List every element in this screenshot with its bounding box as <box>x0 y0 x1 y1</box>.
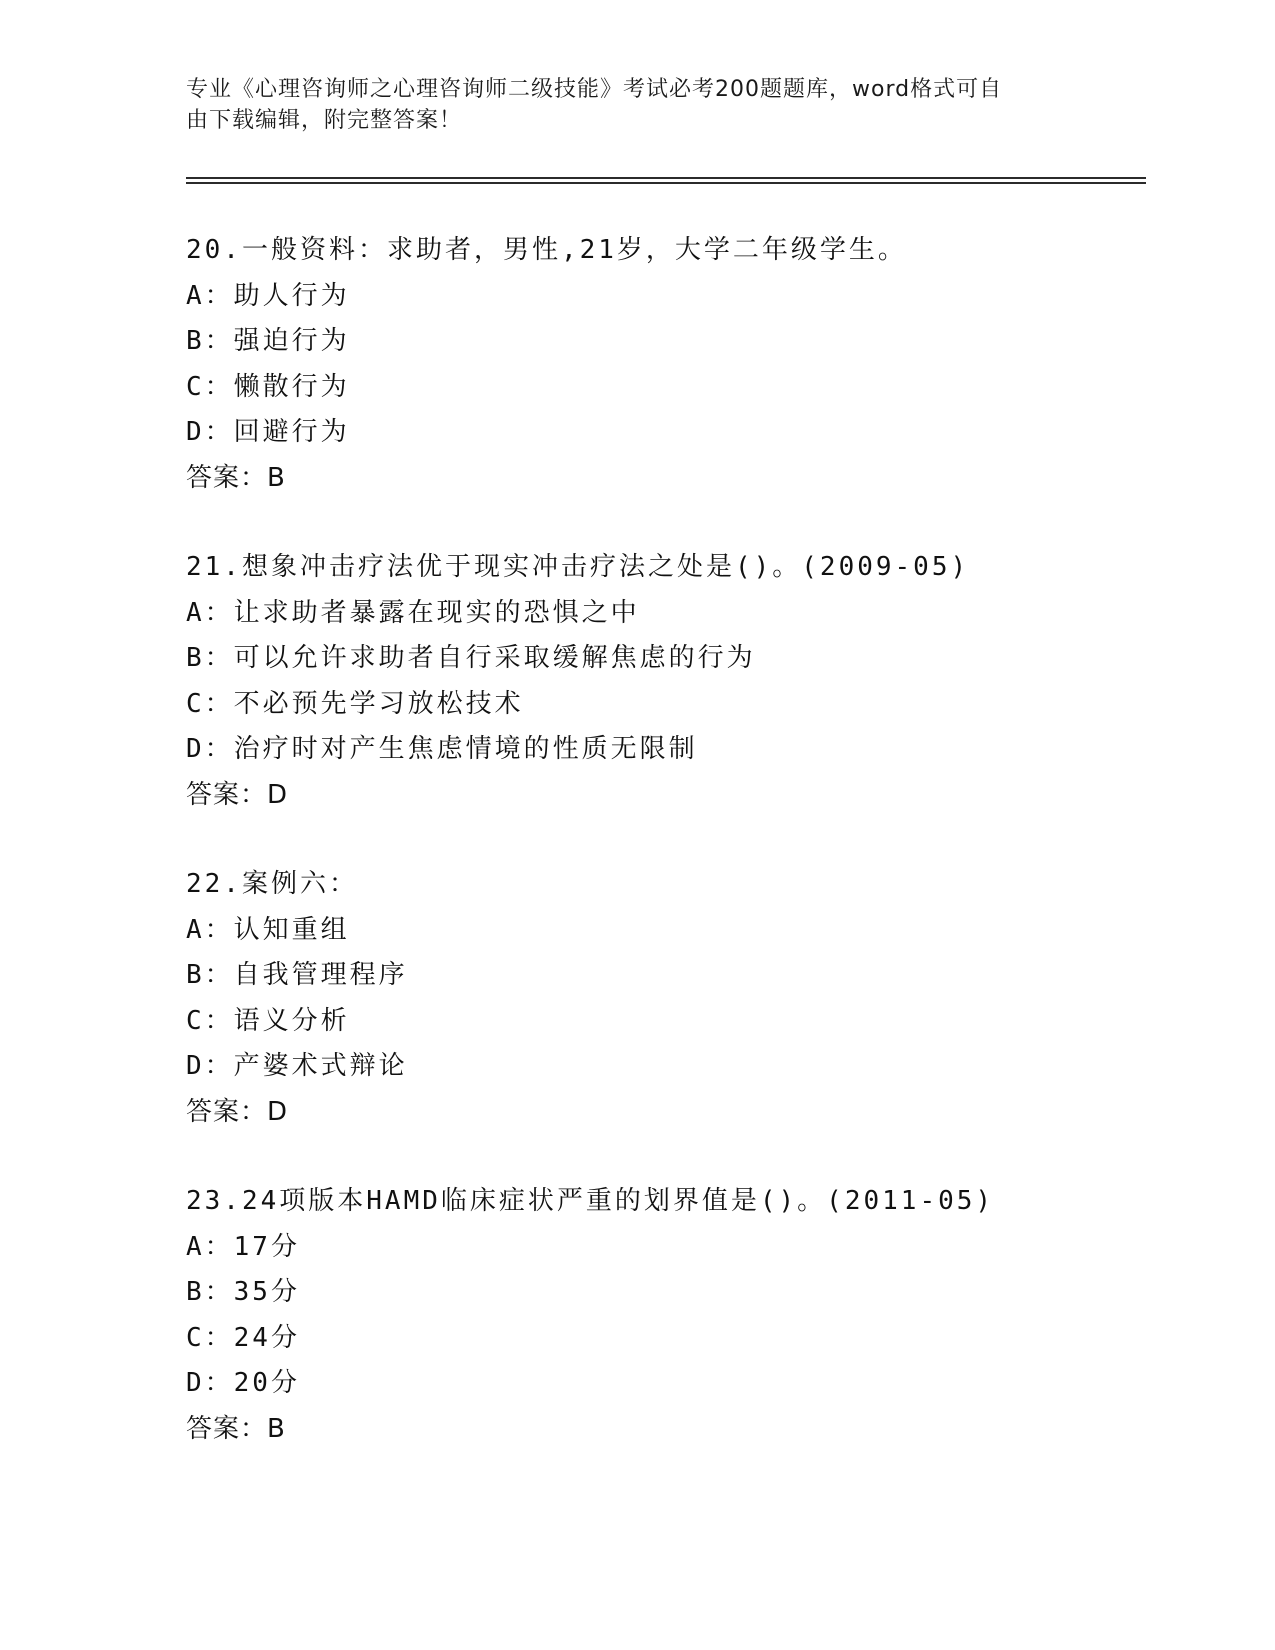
header-line-1: 专业《心理咨询师之心理咨询师二级技能》考试必考200题题库，word格式可自 <box>186 77 1003 102</box>
option-d: D：回避行为 <box>186 417 350 447</box>
question-stem: 21.想象冲击疗法优于现实冲击疗法之处是()。(2009-05) <box>186 552 970 582</box>
question-23 <box>186 1179 1146 1452</box>
option-a: A：让求助者暴露在现实的恐惧之中 <box>186 597 640 628</box>
header-line-2: 由下载编辑，附完整答案！ <box>186 108 463 133</box>
question-stem: 23.24项版本HAMD临床症状严重的划界值是()。(2011-05) <box>186 1186 995 1216</box>
option-b: B：35分 <box>186 1277 300 1307</box>
question-stem: 22.案例六： <box>186 869 358 899</box>
option-d: D：治疗时对产生焦虑情境的性质无限制 <box>186 734 698 764</box>
option-a: A：助人行为 <box>186 280 350 311</box>
option-d: D：产婆术式辩论 <box>186 1051 408 1081</box>
option-d: D：20分 <box>186 1368 300 1398</box>
answer-line: 答案：D <box>186 779 289 810</box>
option-a: A：17分 <box>186 1231 300 1262</box>
document-header <box>186 74 1066 136</box>
option-b: B：自我管理程序 <box>186 960 408 990</box>
option-c: C：不必预先学习放松技术 <box>186 688 524 719</box>
option-c: C：语义分析 <box>186 1005 350 1036</box>
option-c: C：24分 <box>186 1322 300 1353</box>
answer-line: 答案：B <box>186 462 286 493</box>
question-list <box>186 228 1146 1496</box>
option-a: A：认知重组 <box>186 914 350 945</box>
question-22 <box>186 862 1146 1135</box>
option-c: C：懒散行为 <box>186 371 350 402</box>
option-b: B：强迫行为 <box>186 326 350 356</box>
question-21 <box>186 545 1146 818</box>
answer-line: 答案：B <box>186 1413 286 1444</box>
header-divider-bottom <box>186 182 1146 184</box>
answer-line: 答案：D <box>186 1096 289 1127</box>
question-stem: 20.一般资料：求助者，男性,21岁，大学二年级学生。 <box>186 235 907 265</box>
header-divider-top <box>186 177 1146 179</box>
question-20 <box>186 228 1146 501</box>
option-b: B：可以允许求助者自行采取缓解焦虑的行为 <box>186 643 756 673</box>
